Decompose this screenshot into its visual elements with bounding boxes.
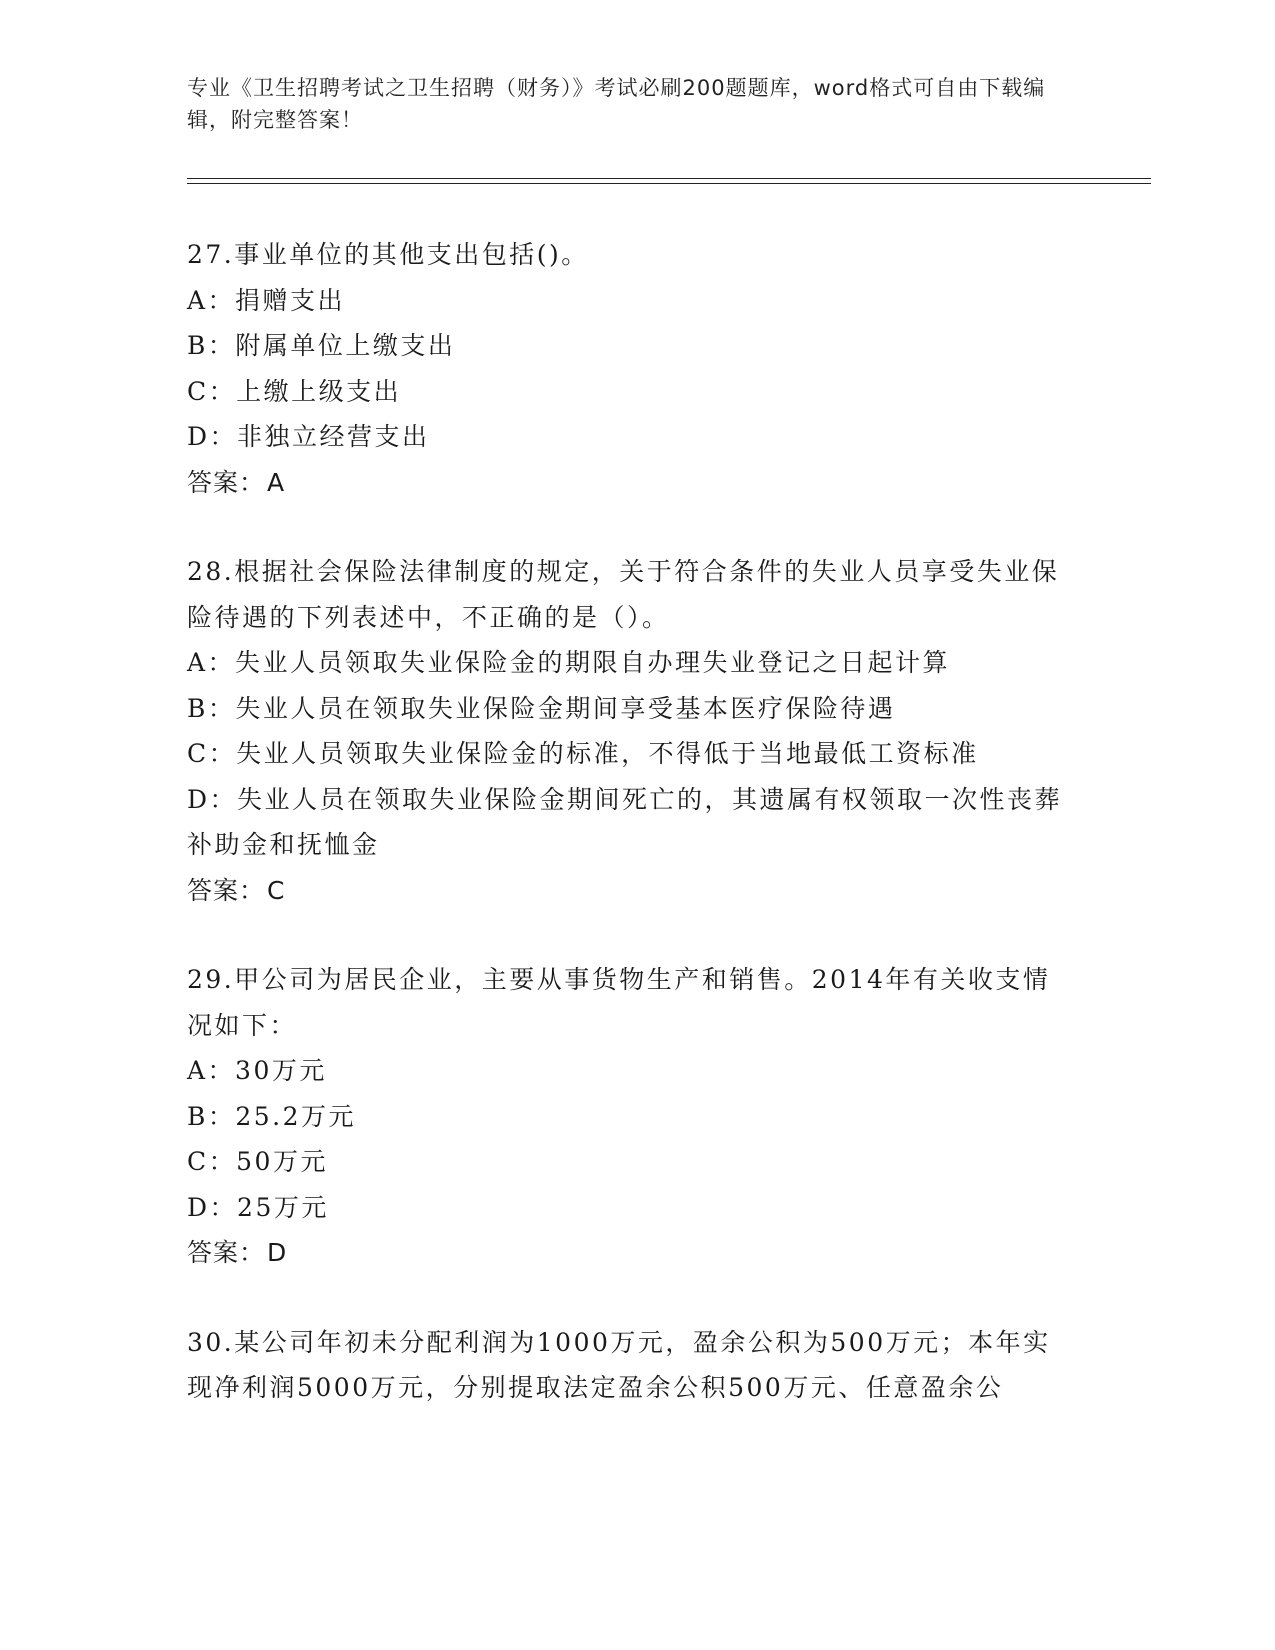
option-b: B：25.2万元 <box>187 1101 357 1131</box>
question-30 <box>187 1320 1087 1411</box>
answer-value: D <box>267 1238 288 1267</box>
question-stem: 28.根据社会保险法律制度的规定，关于符合条件的失业人员享受失业保险待遇的下列表述中，不正确的是（）。 <box>187 557 1060 632</box>
document-header: 专业《卫生招聘考试之卫生招聘（财务）》考试必刷200题题库，word格式可自由下载编辑，附完整答案！ <box>187 76 1046 132</box>
answer-label: 答案： <box>187 875 266 905</box>
question-stem: 27.事业单位的其他支出包括()。 <box>187 240 589 269</box>
option-d: D：非独立经营支出 <box>187 422 430 451</box>
option-b: B：附属单位上缴支出 <box>187 331 456 360</box>
answer-line <box>187 460 1087 506</box>
question-stem: 30.某公司年初未分配利润为1000万元，盈余公积为500万元；本年实现净利润5000万元，分别提取法定盈余公积500万元、任意盈余公 <box>187 1327 1051 1402</box>
option-c: C：上缴上级支出 <box>187 376 402 406</box>
answer-label: 答案： <box>187 1238 266 1267</box>
answer-value: A <box>267 467 286 497</box>
question-stem: 29.甲公司为居民企业，主要从事货物生产和销售。2014年有关收支情况如下： <box>187 965 1051 1040</box>
option-c: C：50万元 <box>187 1147 328 1176</box>
header-divider-top <box>187 178 1151 179</box>
answer-value: C <box>267 875 286 905</box>
answer-label: 答案： <box>187 467 266 497</box>
answer-line <box>187 868 1087 914</box>
option-a: A：30万元 <box>187 1056 327 1085</box>
question-list <box>187 232 1087 1455</box>
option-a: A：失业人员领取失业保险金的期限自办理失业登记之日起计算 <box>187 648 951 677</box>
option-a: A：捐赠支出 <box>187 285 346 315</box>
header-divider-bottom <box>187 183 1151 184</box>
option-d: D：失业人员在领取失业保险金期间死亡的，其遗属有权领取一次性丧葬补助金和抚恤金 <box>187 784 1063 859</box>
option-c: C：失业人员领取失业保险金的标准，不得低于当地最低工资标准 <box>187 739 979 768</box>
option-d: D：25万元 <box>187 1192 329 1222</box>
question-28 <box>187 549 1087 913</box>
question-27 <box>187 232 1087 505</box>
option-b: B：失业人员在领取失业保险金期间享受基本医疗保险待遇 <box>187 693 896 723</box>
answer-line <box>187 1230 1087 1276</box>
question-29 <box>187 957 1087 1276</box>
